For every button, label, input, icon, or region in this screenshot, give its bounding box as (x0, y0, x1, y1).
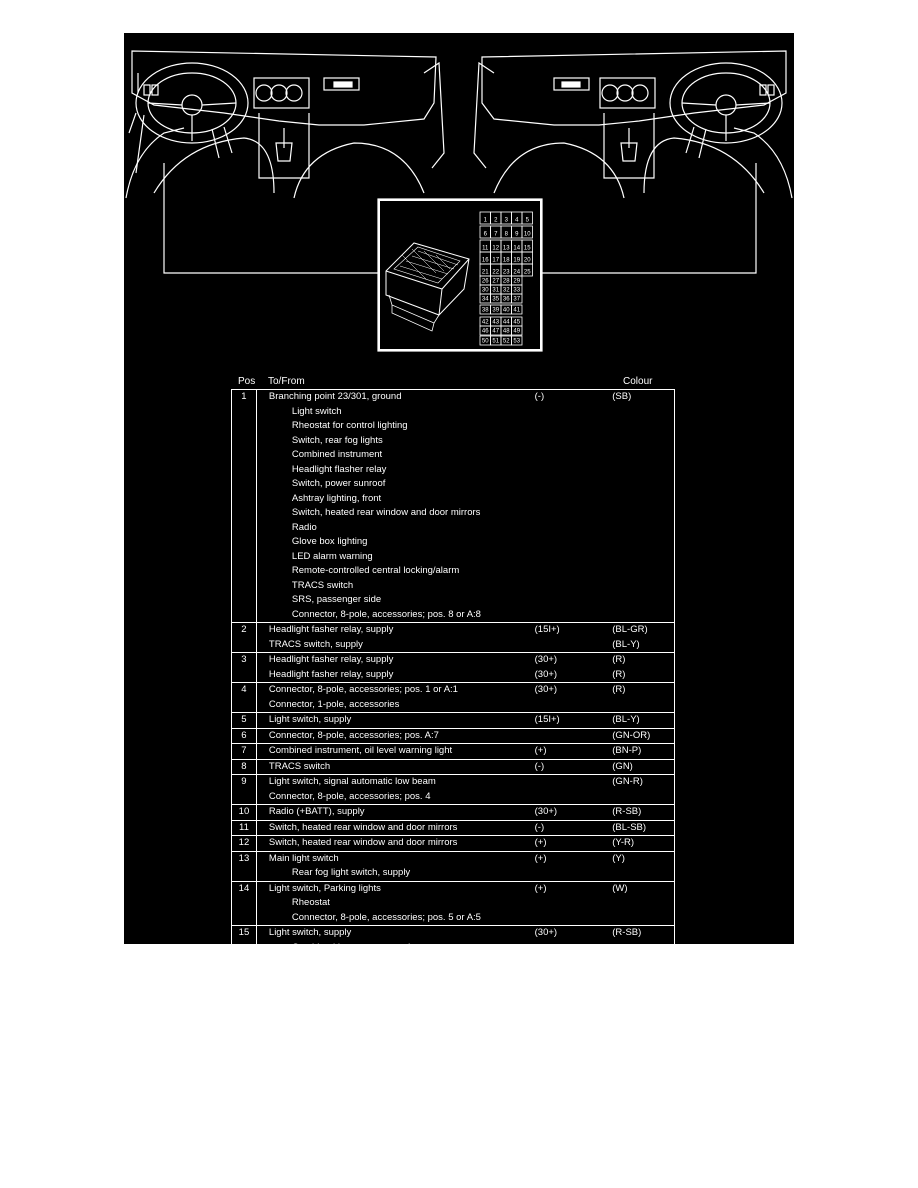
to-from-cell (256, 805, 534, 821)
wire-destination: Connector, 8-pole, accessories; pos. 5 or A:5 (291, 911, 481, 923)
fuse-number: 35 (492, 296, 500, 303)
to-from-cell (256, 759, 534, 775)
wire-destination: Headlight fasher relay, supply (268, 624, 394, 635)
table-row (232, 608, 675, 623)
polarity-cell (535, 477, 613, 492)
polarity-cell: (-) (535, 759, 613, 775)
polarity-cell (535, 405, 613, 420)
wire-destination: Headlight fasher relay, supply (268, 668, 394, 680)
pos-cell (232, 579, 257, 594)
table-row (232, 775, 675, 790)
polarity-cell: (+) (535, 836, 613, 852)
pos-cell: 4 (232, 683, 257, 698)
pos-cell (232, 911, 257, 926)
wire-destination: Connector, 1-pole, accessories (268, 698, 400, 710)
fuse-number: 26 (481, 278, 489, 285)
to-from-cell (256, 668, 534, 683)
polarity-cell: (+) (535, 744, 613, 760)
table-row (232, 390, 675, 405)
fuse-number: 16 (481, 257, 489, 264)
pos-cell: 9 (232, 775, 257, 790)
wire-destination: Combined instrument (291, 449, 383, 460)
polarity-cell (535, 911, 613, 926)
fuse-number: 27 (492, 278, 500, 285)
colour-cell (612, 866, 674, 881)
wire-destination: Main light switch (268, 852, 339, 864)
pos-cell: 3 (232, 653, 257, 668)
table-row (232, 668, 675, 683)
colour-cell (612, 550, 674, 565)
table-row (232, 820, 675, 836)
wire-destination: Light switch, Parking lights (268, 882, 381, 894)
wire-destination: Rheostat (291, 897, 330, 908)
colour-cell (612, 535, 674, 550)
table-row (232, 653, 675, 668)
pos-cell: 11 (232, 820, 257, 836)
header-colour: Colour (623, 376, 653, 387)
colour-cell: (Y) (612, 851, 674, 866)
wire-destination: Switch, heated rear window and door mirrors (291, 507, 481, 518)
table-row (232, 713, 675, 729)
pos-cell (232, 608, 257, 623)
wire-destination: Radio (291, 521, 317, 533)
table-row (232, 805, 675, 821)
fuse-number: 31 (492, 287, 500, 294)
table-row (232, 477, 675, 492)
to-from-cell (256, 593, 534, 608)
fuse-number: 41 (513, 307, 521, 314)
colour-cell (612, 608, 674, 623)
header-pos: Pos (238, 376, 256, 387)
pos-cell (232, 790, 257, 805)
table-row (232, 698, 675, 713)
colour-cell: (R) (612, 653, 674, 668)
wire-destination: Connector, 8-pole, accessories; pos. 4 (268, 790, 431, 802)
polarity-cell (535, 492, 613, 507)
to-from-cell (256, 713, 534, 729)
wire-destination: Connector, 8-pole, accessories; pos. 1 or A:1 (268, 684, 458, 695)
fuse-number: 33 (513, 287, 521, 294)
fuse-number: 40 (502, 307, 510, 314)
polarity-cell (535, 941, 613, 956)
colour-cell: (GN-OR) (612, 728, 674, 744)
colour-cell: (R-SB) (612, 926, 674, 941)
table-row (232, 419, 675, 434)
colour-cell: (BL-Y) (612, 713, 674, 729)
to-from-cell (256, 896, 534, 911)
fuse-number: 1 (483, 217, 487, 224)
to-from-cell (256, 638, 534, 653)
to-from-cell (256, 448, 534, 463)
fuse-number: 17 (492, 257, 500, 264)
colour-cell (612, 593, 674, 608)
polarity-cell: (+) (535, 851, 613, 866)
to-from-cell (256, 836, 534, 852)
pos-cell (232, 638, 257, 653)
wire-destination: Switch, rear fog lights (291, 434, 383, 446)
fuse-number: 36 (502, 296, 510, 303)
colour-cell (612, 698, 674, 713)
table-row (232, 790, 675, 805)
pos-cell (232, 463, 257, 478)
colour-cell (612, 896, 674, 911)
colour-cell: (W) (612, 881, 674, 896)
fuse-number: 32 (502, 287, 510, 294)
fuse-number: 45 (513, 319, 521, 326)
colour-cell (612, 564, 674, 579)
polarity-cell (535, 564, 613, 579)
colour-cell: (Y-R) (612, 836, 674, 852)
table-row (232, 911, 675, 926)
wire-destination: Light switch, supply (268, 714, 352, 725)
wire-destination: Ashtray lighting, front (291, 492, 382, 504)
pos-cell (232, 896, 257, 911)
table-row (232, 405, 675, 420)
fuse-number: 24 (513, 269, 521, 276)
fuse-number: 42 (481, 319, 489, 326)
polarity-cell (535, 790, 613, 805)
fuse-number: 30 (481, 287, 489, 294)
fuse-number: 5 (525, 217, 529, 224)
polarity-cell (535, 506, 613, 521)
colour-cell (612, 506, 674, 521)
pos-cell: 6 (232, 728, 257, 744)
colour-cell (612, 911, 674, 926)
wire-destination: Branching point 23/301, ground (268, 391, 402, 402)
wire-destination: Light switch, signal automatic low beam (268, 776, 436, 787)
polarity-cell (535, 579, 613, 594)
polarity-cell (535, 608, 613, 623)
wire-destination: Remote-controlled central locking/alarm (291, 565, 460, 576)
to-from-cell (256, 851, 534, 866)
fuse-number: 52 (502, 338, 510, 345)
wire-destination: Switch, heated rear window and door mirrors (268, 821, 458, 833)
fuse-number: 44 (502, 319, 510, 326)
wire-destination: TRACS switch (268, 760, 331, 772)
colour-cell: (GN) (612, 759, 674, 775)
fuse-number: 3 (504, 217, 508, 224)
table-row (232, 759, 675, 775)
wire-destination: Headlight fasher relay, supply (268, 654, 394, 665)
wire-destination: LED alarm warning (291, 550, 373, 562)
pos-cell (232, 564, 257, 579)
right-dashboard-drawing (474, 51, 792, 198)
pos-cell (232, 405, 257, 420)
fuse-number: 47 (492, 328, 500, 335)
fuse-number: 37 (513, 296, 521, 303)
pos-cell (232, 434, 257, 449)
table-row (232, 941, 675, 956)
pos-cell: 13 (232, 851, 257, 866)
left-dashboard-drawing (126, 51, 444, 198)
colour-cell (612, 448, 674, 463)
polarity-cell: (30+) (535, 653, 613, 668)
colour-cell (612, 419, 674, 434)
fuse-number: 39 (492, 307, 500, 314)
wire-destination: TRACS switch, supply (268, 638, 363, 650)
to-from-cell (256, 623, 534, 638)
pos-cell (232, 866, 257, 881)
polarity-cell: (15I+) (535, 713, 613, 729)
table-row (232, 683, 675, 698)
fuse-number: 6 (483, 231, 487, 238)
table-row (232, 579, 675, 594)
to-from-cell (256, 866, 534, 881)
to-from-cell (256, 683, 534, 698)
table-row (232, 851, 675, 866)
polarity-cell: (-) (535, 390, 613, 405)
pos-cell (232, 593, 257, 608)
to-from-cell (256, 911, 534, 926)
pos-cell (232, 698, 257, 713)
table-row (232, 521, 675, 536)
to-from-cell (256, 790, 534, 805)
wire-destination: Connector, 8-pole, accessories; pos. A:7 (268, 729, 439, 741)
wire-destination: Light switch, supply (268, 927, 352, 938)
wire-destination: Rear fog light switch, supply (291, 867, 411, 878)
fuse-number: 13 (502, 245, 510, 252)
to-from-cell (256, 698, 534, 713)
polarity-cell (535, 638, 613, 653)
fuse-number: 51 (492, 338, 500, 345)
pos-cell: 7 (232, 744, 257, 760)
table-row (232, 564, 675, 579)
table-row (232, 623, 675, 638)
fuse-number: 19 (513, 257, 521, 264)
leader-line-left (164, 163, 378, 273)
table-row (232, 492, 675, 507)
to-from-cell (256, 419, 534, 434)
fuse-number: 4 (515, 217, 519, 224)
table-row (232, 881, 675, 896)
pos-cell (232, 419, 257, 434)
polarity-cell (535, 535, 613, 550)
wire-destination: Radio (+BATT), supply (268, 806, 365, 817)
wire-destination: Switch, power sunroof (291, 478, 386, 489)
polarity-cell (535, 448, 613, 463)
to-from-cell (256, 535, 534, 550)
fuse-number: 12 (492, 245, 500, 252)
colour-cell (612, 434, 674, 449)
colour-cell (612, 463, 674, 478)
colour-cell (612, 579, 674, 594)
pos-cell (232, 668, 257, 683)
to-from-cell (256, 608, 534, 623)
polarity-cell: (-) (535, 820, 613, 836)
polarity-cell: (30+) (535, 926, 613, 941)
to-from-cell (256, 579, 534, 594)
table-row (232, 728, 675, 744)
table-row (232, 463, 675, 478)
colour-cell: (BL-SB) (612, 820, 674, 836)
pos-cell (232, 477, 257, 492)
to-from-cell (256, 775, 534, 790)
polarity-cell: (30+) (534, 668, 558, 680)
to-from-cell (256, 390, 534, 405)
to-from-cell (256, 564, 534, 579)
colour-cell: (R-SB) (612, 805, 674, 821)
table-row (232, 434, 675, 449)
to-from-cell (256, 941, 534, 956)
colour-cell: (BL-Y) (612, 638, 674, 653)
polarity-cell (535, 434, 613, 449)
to-from-cell (256, 653, 534, 668)
fuse-number: 11 (482, 245, 489, 252)
polarity-cell: (30+) (535, 805, 613, 821)
colour-cell (612, 405, 674, 420)
to-from-cell (256, 434, 534, 449)
fuse-number: 9 (515, 231, 519, 238)
polarity-cell (535, 521, 613, 536)
pos-cell (232, 448, 257, 463)
polarity-cell: (15I+) (535, 623, 613, 638)
colour-cell: (R) (612, 668, 674, 683)
wire-destination: SRS, passenger side (291, 594, 382, 605)
to-from-cell (256, 728, 534, 744)
wire-destination: Switch, heated rear window and door mirrors (268, 837, 458, 848)
pos-cell: 5 (232, 713, 257, 729)
fuse-number: 20 (523, 257, 531, 264)
to-from-cell (256, 820, 534, 836)
fuse-number: 22 (492, 269, 500, 276)
table-row (232, 593, 675, 608)
colour-cell (612, 790, 674, 805)
polarity-cell (535, 698, 613, 713)
wire-destination: Combined instrument, supply (291, 941, 415, 953)
fuse-number: 25 (523, 269, 531, 276)
pos-cell (232, 521, 257, 536)
wire-destination: Headlight flasher relay (291, 463, 387, 475)
fuse-number: 46 (481, 328, 489, 335)
pos-cell: 2 (232, 623, 257, 638)
polarity-cell (535, 896, 613, 911)
fuse-number: 28 (502, 278, 510, 285)
pos-cell: 10 (232, 805, 257, 821)
fuse-number: 7 (494, 231, 498, 238)
pos-cell: 14 (232, 881, 257, 896)
to-from-cell (256, 881, 534, 896)
fuse-number: 34 (481, 296, 489, 303)
fuse-number: 15 (523, 245, 531, 252)
wire-destination: Combined instrument, oil level warning light (268, 745, 453, 756)
to-from-cell (256, 405, 534, 420)
pos-cell: 8 (232, 759, 257, 775)
pos-cell: 15 (232, 926, 257, 941)
fuse-number: 50 (481, 338, 489, 345)
fuse-number: 43 (492, 319, 500, 326)
polarity-cell (535, 463, 613, 478)
table-row (232, 535, 675, 550)
polarity-cell (535, 550, 613, 565)
to-from-cell (256, 926, 534, 941)
fuse-number: 10 (523, 231, 531, 238)
polarity-cell (535, 593, 613, 608)
fuse-number: 2 (494, 217, 498, 224)
fuse-number: 14 (513, 245, 521, 252)
to-from-cell (256, 477, 534, 492)
fuse-number: 23 (502, 269, 510, 276)
fuse-number: 29 (513, 278, 521, 285)
table-row (232, 926, 675, 941)
pos-cell (232, 535, 257, 550)
fuse-number: 48 (502, 328, 510, 335)
pos-cell: 12 (232, 836, 257, 852)
leader-line-right (542, 163, 756, 273)
table-row (232, 638, 675, 653)
header-to-from: To/From (268, 376, 305, 387)
fuse-number: 8 (504, 231, 508, 238)
table-row (232, 448, 675, 463)
pos-cell (232, 550, 257, 565)
pos-cell (232, 506, 257, 521)
colour-cell: (BN-P) (612, 744, 674, 760)
polarity-cell: (+) (535, 881, 613, 896)
table-row (232, 836, 675, 852)
polarity-cell (535, 866, 613, 881)
table-row (232, 896, 675, 911)
pos-cell (232, 941, 257, 956)
to-from-cell (256, 492, 534, 507)
colour-cell: (GN-R) (612, 775, 674, 790)
fuse-number: 21 (481, 269, 489, 276)
fuse-number: 49 (513, 328, 521, 335)
wire-destination: Light switch (291, 405, 342, 417)
wire-destination: Glove box lighting (291, 536, 368, 547)
wire-destination: Connector, 8-pole, accessories; pos. 8 or A:8 (291, 608, 481, 620)
fuse-number: 38 (481, 307, 489, 314)
table-row (232, 744, 675, 760)
pos-cell: 1 (232, 390, 257, 405)
colour-cell (612, 521, 674, 536)
colour-cell: (BL-GR) (612, 623, 674, 638)
colour-cell (612, 492, 674, 507)
wiring-table (231, 389, 675, 956)
table-row (232, 550, 675, 565)
colour-cell: (R) (612, 683, 674, 698)
wire-destination: Rheostat for control lighting (291, 420, 408, 431)
wire-destination: TRACS switch (291, 579, 354, 591)
colour-cell: (SB) (612, 390, 674, 405)
to-from-cell (256, 744, 534, 760)
to-from-cell (256, 550, 534, 565)
colour-cell (612, 941, 674, 956)
pos-cell (232, 492, 257, 507)
to-from-cell (256, 506, 534, 521)
polarity-cell (535, 419, 613, 434)
to-from-cell (256, 521, 534, 536)
polarity-cell (535, 775, 613, 790)
fuse-number: 18 (502, 257, 510, 264)
table-row (232, 866, 675, 881)
colour-cell (612, 477, 674, 492)
polarity-cell: (30+) (535, 683, 613, 698)
polarity-cell (535, 728, 613, 744)
to-from-cell (256, 463, 534, 478)
table-row (232, 506, 675, 521)
fuse-number: 53 (513, 338, 521, 345)
